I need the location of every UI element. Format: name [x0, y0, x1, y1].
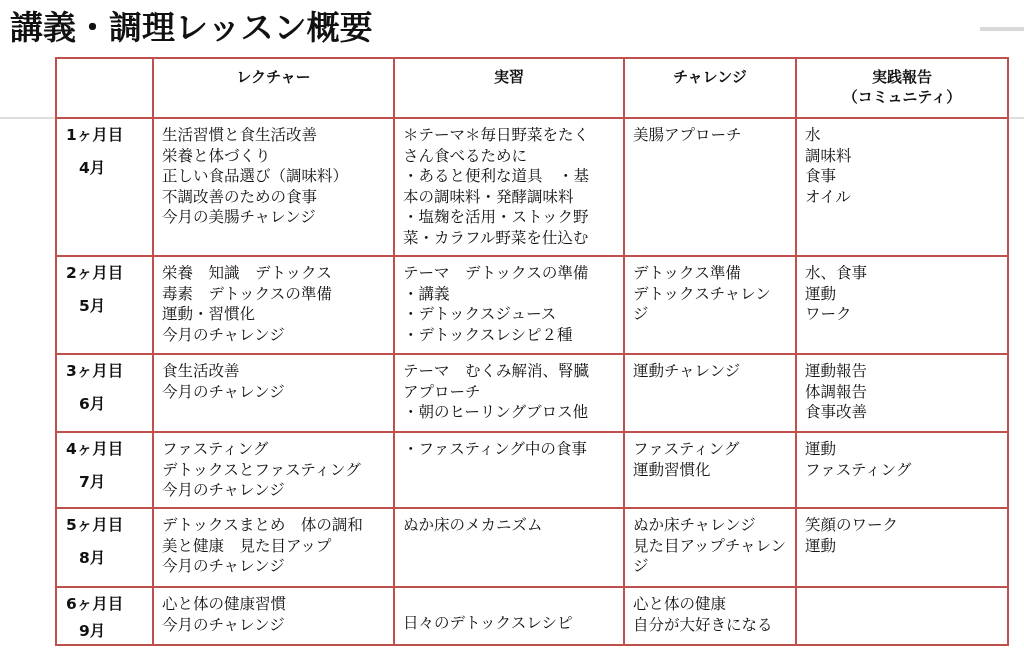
lecture-cell	[153, 256, 394, 354]
report-line: オイル	[805, 187, 851, 206]
report-line: 笑顔のワーク	[805, 516, 899, 534]
header-lecture: レクチャー	[153, 58, 394, 118]
table-row	[56, 587, 1008, 645]
period-label: 6ヶ月目	[66, 595, 124, 613]
lecture-cell	[153, 432, 394, 508]
challenge-line: 運動習慣化	[633, 460, 711, 479]
month-label: 4月	[79, 158, 106, 177]
header-report-line1: 実践報告	[871, 68, 932, 86]
lecture-line: 毒素 デトックスの準備	[162, 284, 332, 303]
top-right-divider	[980, 27, 1024, 31]
lecture-line: 今月のチャレンジ	[162, 615, 285, 634]
challenge-line: ぬか床チャレンジ	[633, 516, 756, 534]
practice-cell	[394, 587, 624, 645]
practice-line: ・講義	[403, 284, 450, 303]
challenge-line: 心と体の健康	[633, 595, 727, 613]
table-row	[56, 354, 1008, 432]
challenge-cell	[624, 432, 796, 508]
challenge-cell	[624, 587, 796, 645]
lecture-line: 今月のチャレンジ	[162, 557, 285, 575]
practice-cell	[394, 432, 624, 508]
challenge-line: 自分が大好きになる	[633, 615, 773, 634]
report-cell	[796, 587, 1008, 645]
practice-cell	[394, 508, 624, 587]
report-line: 運動報告	[805, 362, 868, 380]
lecture-line: 正しい食品選び（調味料）	[162, 167, 349, 185]
month-cell	[56, 587, 153, 645]
practice-cell	[394, 118, 624, 256]
report-line: 体調報告	[805, 382, 868, 401]
lecture-line: 今月のチャレンジ	[162, 382, 285, 401]
report-cell	[796, 354, 1008, 432]
practice-line: ・塩麹を活用・ストック野	[403, 208, 589, 226]
challenge-cell	[624, 508, 796, 587]
practice-line: ・朝のヒーリングブロス他	[403, 403, 589, 421]
report-line: 水	[805, 126, 821, 144]
lecture-line: 運動・習慣化	[162, 305, 256, 323]
table-row	[56, 432, 1008, 508]
lecture-line: 栄養 知識 デトックス	[162, 264, 332, 282]
practice-cell	[394, 354, 624, 432]
table-row	[56, 508, 1008, 587]
challenge-line: デトックスチャレン	[633, 284, 771, 303]
challenge-line: 美腸アプローチ	[633, 126, 742, 144]
header-challenge: チャレンジ	[624, 58, 796, 118]
lecture-line: デトックスとファスティング	[162, 460, 361, 479]
lecture-line: 美と健康 見た目アップ	[162, 536, 332, 555]
challenge-cell	[624, 256, 796, 354]
challenge-line: 見た目アップチャレン	[633, 536, 787, 555]
month-cell	[56, 354, 153, 432]
challenge-line: ファスティング	[633, 440, 740, 458]
month-label: 6月	[79, 394, 106, 413]
period-label: 1ヶ月目	[66, 126, 124, 144]
challenge-line: ジ	[633, 557, 649, 575]
practice-line: さん食べるために	[403, 146, 528, 165]
period-label: 3ヶ月目	[66, 362, 124, 380]
practice-line: 日々のデトックスレシピ	[403, 614, 573, 632]
practice-line: ＊テーマ＊毎日野菜をたく	[403, 126, 590, 144]
practice-line: 本の調味料・発酵調味料	[403, 187, 574, 206]
practice-line: アプローチ	[403, 382, 481, 401]
page-title: 講義・調理レッスン概要	[10, 8, 373, 47]
lecture-line: 不調改善のための食事	[162, 187, 318, 206]
challenge-line: ジ	[633, 305, 649, 323]
lecture-line: 心と体の健康習慣	[162, 595, 287, 613]
challenge-line: デトックス準備	[633, 264, 741, 282]
header-empty-cell	[56, 58, 153, 118]
lecture-line: ファスティング	[162, 440, 269, 458]
month-cell	[56, 118, 153, 256]
practice-line: ・デトックスレシピ２種	[403, 325, 573, 344]
practice-line: 菜・カラフル野菜を仕込む	[403, 228, 589, 247]
challenge-cell	[624, 354, 796, 432]
report-line: ファスティング	[805, 460, 912, 479]
month-cell	[56, 256, 153, 354]
practice-cell	[394, 256, 624, 354]
report-line: 運動	[805, 536, 837, 555]
challenge-line: 運動チャレンジ	[633, 362, 741, 380]
lecture-cell	[153, 354, 394, 432]
period-label: 4ヶ月目	[66, 440, 124, 458]
table-row	[56, 118, 1008, 256]
report-line: 食事改善	[805, 403, 868, 421]
month-label: 7月	[79, 472, 106, 491]
report-cell	[796, 508, 1008, 587]
report-cell	[796, 118, 1008, 256]
lecture-line: 食生活改善	[162, 362, 240, 380]
month-label: 9月	[79, 621, 106, 640]
period-label: 2ヶ月目	[66, 264, 124, 282]
lecture-line: 今月のチャレンジ	[162, 481, 285, 499]
header-row	[56, 58, 1008, 118]
lecture-line: 今月のチャレンジ	[162, 325, 285, 344]
report-line: 食事	[805, 167, 837, 185]
practice-line: テーマ むくみ解消、腎臓	[403, 362, 590, 380]
practice-line: ・あると便利な道具 ・基	[403, 167, 590, 185]
lecture-line: 栄養と体づくり	[162, 146, 271, 165]
lesson-overview-table	[55, 57, 1009, 646]
lecture-line: 生活習慣と食生活改善	[162, 126, 318, 144]
practice-line: テーマ デトックスの準備	[403, 264, 589, 282]
lecture-cell	[153, 118, 394, 256]
lecture-cell	[153, 587, 394, 645]
header-report-line2: （コミュニティ）	[842, 88, 962, 106]
report-line: 運動	[805, 440, 837, 458]
lecture-cell	[153, 508, 394, 587]
report-line: 運動	[805, 284, 837, 303]
header-practice: 実習	[394, 58, 624, 118]
month-cell	[56, 432, 153, 508]
report-line: ワーク	[805, 305, 852, 323]
month-label: 8月	[79, 548, 106, 567]
practice-line: ・ファスティング中の食事	[403, 440, 587, 458]
table-row	[56, 256, 1008, 354]
report-cell	[796, 432, 1008, 508]
header-report	[796, 58, 1008, 118]
period-label: 5ヶ月目	[66, 516, 124, 534]
report-line: 水、食事	[805, 264, 868, 282]
month-cell	[56, 508, 153, 587]
practice-line: ・デトックスジュース	[403, 305, 557, 323]
month-label: 5月	[79, 296, 106, 315]
practice-line: ぬか床のメカニズム	[403, 516, 543, 534]
lecture-line: 今月の美腸チャレンジ	[162, 208, 316, 226]
report-cell	[796, 256, 1008, 354]
lecture-line: デトックスまとめ 体の調和	[162, 516, 363, 534]
report-line: 調味料	[805, 146, 852, 165]
challenge-cell	[624, 118, 796, 256]
